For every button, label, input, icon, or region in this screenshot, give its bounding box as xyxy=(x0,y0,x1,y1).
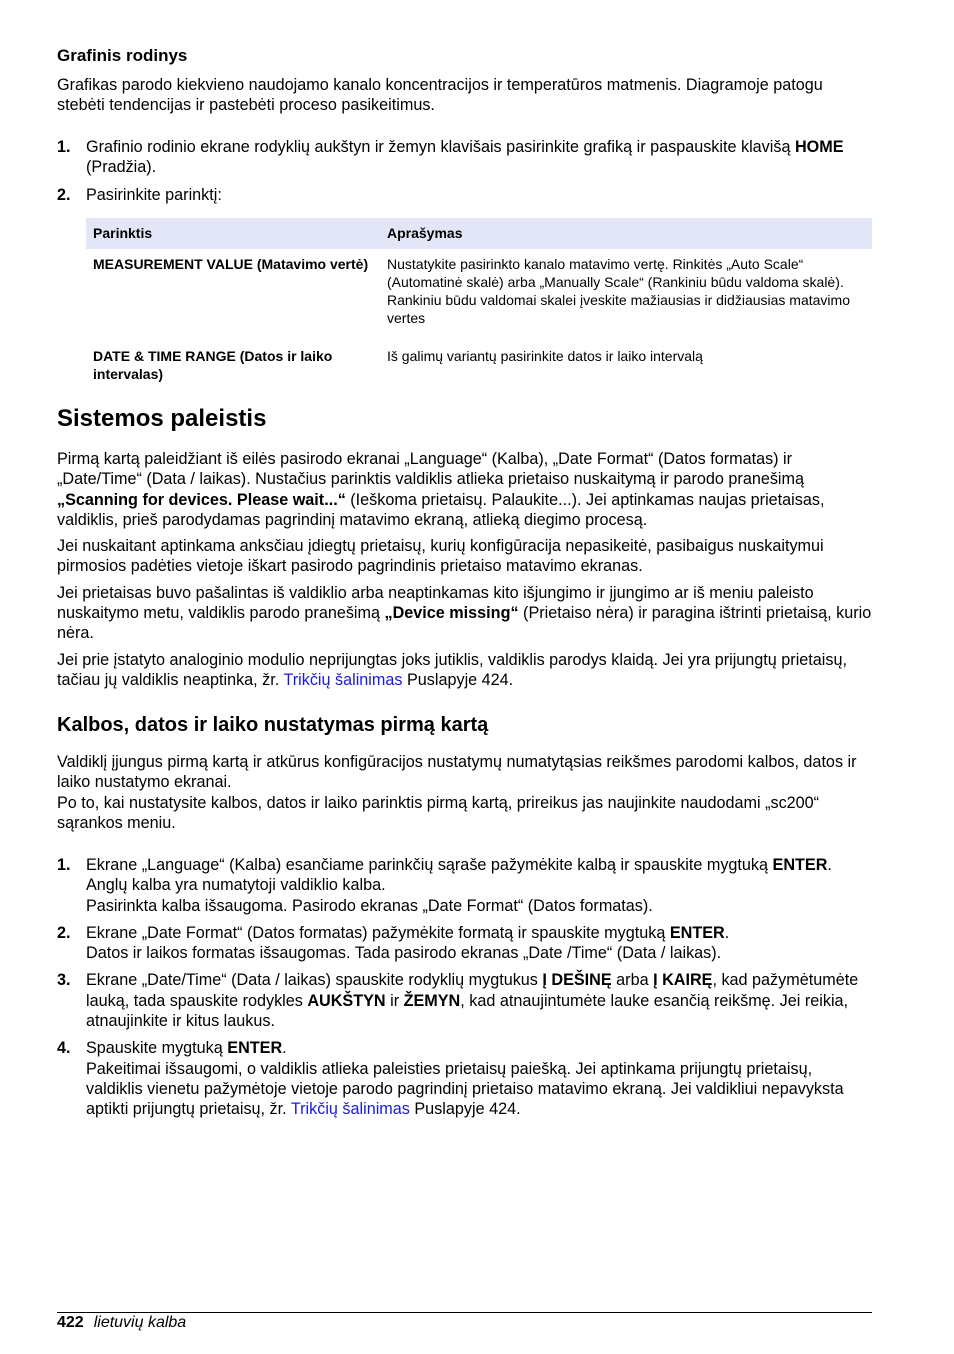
graph-step-2 xyxy=(57,185,872,205)
section-title-setup: Kalbos, datos ir laiko nustatymas pirmą kartą xyxy=(57,714,489,736)
step-text: ir xyxy=(385,991,404,1010)
scanning-message: „Scanning for devices. Please wait...“ xyxy=(57,490,346,509)
table-header-option: Parinktis xyxy=(86,218,380,249)
graph-intro-text: Grafikas parodo kiekvieno naudojamo kanalo koncentracijos ir temperatūros matmenis. Diagramoje patogu stebėti tendencijas ir pastebėti proceso pasikeitimus. xyxy=(57,76,823,115)
enter-key: ENTER xyxy=(772,856,828,874)
step-result: Pasirinkta kalba išsaugoma. Pasirodo ekranas „Date Format“ (Datos formatas). xyxy=(86,896,653,915)
setup-paragraph-1: Valdiklį įjungus pirmą kartą ir atkūrus konfigūracijos nustatymų numatytąsias reikšmes parodomi kalbos, datos ir laiko nustatymo ekranai. xyxy=(57,753,857,792)
startup-paragraph-1 xyxy=(57,449,872,530)
table-cell-option: MEASUREMENT VALUE (Matavimo vertė) xyxy=(93,256,369,272)
graph-steps xyxy=(57,137,872,205)
right-key: Į DEŠINĘ xyxy=(542,971,612,990)
step-text: arba xyxy=(611,971,654,990)
step-text: Grafinio rodinio ekrane rodyklių aukštyn ir žemyn klavišais pasirinkite grafiką ir paspauskite klavišą xyxy=(86,138,795,156)
table-cell-option: DATE & TIME RANGE (Datos ir laiko intervalas) xyxy=(93,348,333,382)
enter-key: ENTER xyxy=(669,923,725,942)
step-number: 1. xyxy=(57,138,71,156)
setup-steps xyxy=(57,855,872,1120)
step-text: . xyxy=(282,1039,287,1058)
down-key: ŽEMYN xyxy=(403,991,461,1010)
step-number: 2. xyxy=(57,185,71,204)
text-run: (Prietaiso nėra) ir paragina ištrinti prietaisą, kurio nėra. xyxy=(57,604,872,643)
step-number: 1. xyxy=(57,856,71,874)
text-run: (Ieškoma prietaisų. Palaukite...). Jei aptinkamas naujas prietaisas, valdiklis, prieš parodydamas pagrindinį matavimo ekraną, atlieką diegimo procesą. xyxy=(57,490,825,529)
step-text: Pasirinkite parinktį: xyxy=(86,185,222,204)
step-text: (Pradžia). xyxy=(86,158,157,177)
options-table xyxy=(86,218,872,397)
setup-intro xyxy=(57,752,872,833)
footer-language: lietuvių kalba xyxy=(93,1314,187,1331)
startup-paragraph-2: Jei nuskaitant aptinkama anksčiau įdiegtų prietaisų, kurių konfigūracija nepasikeitė, pasibaigus nuskaitymui pirmosios padėties vietoje iškart pasirodo pagrindinis prietaiso matavimo ekranas. xyxy=(57,537,824,576)
section-title-startup: Sistemos paleistis xyxy=(57,405,267,432)
enter-key: ENTER xyxy=(227,1039,283,1058)
step-text: . xyxy=(724,923,730,942)
setup-step-3 xyxy=(57,970,872,1031)
step-text: Ekrane „Date/Time“ (Data / laikas) spauskite rodyklių mygtukus xyxy=(86,971,543,990)
step-number: 2. xyxy=(57,923,71,942)
graph-intro xyxy=(57,75,872,116)
left-key: Į KAIRĘ xyxy=(653,971,713,990)
setup-step-1 xyxy=(57,855,872,916)
device-missing-message: „Device missing“ xyxy=(384,604,519,623)
step-text: Ekrane „Date Format“ (Datos formatas) pažymėkite formatą ir spauskite mygtuką xyxy=(86,923,670,942)
graph-step-1 xyxy=(57,137,872,178)
troubleshooting-link[interactable]: Trikčių šalinimas xyxy=(290,1100,410,1119)
page-number: 422 xyxy=(57,1314,84,1331)
page-footer xyxy=(57,1313,186,1333)
step-text: . Anglų kalba yra numatytoji valdiklio kalba. xyxy=(86,856,832,895)
setup-step-2 xyxy=(57,923,872,964)
startup-paragraph-4 xyxy=(57,650,872,691)
section-title-graph: Grafinis rodinys xyxy=(57,46,188,65)
step-number: 3. xyxy=(57,971,71,990)
text-run: Puslapyje 424. xyxy=(402,670,514,689)
table-header-row xyxy=(86,218,872,249)
table-cell-description: Iš galimų variantų pasirinkite datos ir laiko intervalą xyxy=(387,348,703,364)
step-text: Spauskite mygtuką xyxy=(86,1039,228,1058)
text-run: Pakeitimai išsaugomi, o valdiklis atlieka paleisties prietaisų paiešką. Jei aptinkama prijungtų prietaisų, valdiklis vienetu pažymėtoje vietoje parodo pagrindinį prietaiso matavimo ekraną. Jei valdikliui nepavyksta aptikti prijungtų prietaisų, žr. xyxy=(86,1059,844,1119)
step-text: Ekrane „Language“ (Kalba) esančiame parinkčių sąraše pažymėkite kalbą ir spauskite mygtuką xyxy=(86,856,773,874)
text-run: Pirmą kartą paleidžiant iš eilės pasirodo ekranai „Language“ (Kalba), „Date Format“ (Datos formatas) ir „Date/Time“ (Data / laikas). Nustačius parinktis valdiklis atlieka prietaiso nuskaitymą ir parodo pranešimą xyxy=(57,450,805,489)
troubleshooting-link[interactable]: Trikčių šalinimas xyxy=(283,670,403,689)
text-run: Jei prietaisas buvo pašalintas iš valdiklio arba neaptinkamas kito išjungimo ir įjungimo ar iš meniu paleisto nuskaitymo metu, valdiklis parodo pranešimą xyxy=(57,583,814,623)
up-key: AUKŠTYN xyxy=(307,991,386,1010)
home-key: HOME xyxy=(794,138,844,156)
startup-body xyxy=(57,449,872,690)
table-header-description: Aprašymas xyxy=(380,218,872,249)
step-number: 4. xyxy=(57,1039,71,1058)
step-result: Datos ir laikos formatas išsaugomas. Tada pasirodo ekranas „Date /Time“ (Data / laikas). xyxy=(86,944,722,963)
step-result xyxy=(86,1059,872,1120)
text-run: Puslapyje 424. xyxy=(409,1100,521,1119)
table-cell-description: Nustatykite pasirinkto kanalo matavimo vertę. Rinkitės „Auto Scale“ (Automatinė skalė) arba „Manually Scale“ (Rankiniu būdu valdoma skalė). Rankiniu būdu valdomai skalei įveskite mažiausias ir didžiausias matavimo vertes xyxy=(387,256,850,326)
text-run: Jei prie įstatyto analoginio modulio neprijungtas joks jutiklis, valdiklis parodys klaidą. Jei yra prijungtų prietaisų, tačiau jų valdiklis neaptinka, žr. xyxy=(57,650,847,689)
step-text: , kad atnaujintumėte lauke esančią reikšmę. Jei reikia, atnaujinkite ir kitus laukus. xyxy=(86,991,849,1031)
setup-step-4 xyxy=(57,1038,872,1119)
table-row xyxy=(86,249,872,341)
setup-paragraph-2: Po to, kai nustatysite kalbos, datos ir laiko parinktis pirmą kartą, prireikus jas naujinkite naudodami „sc200“ sąrankos meniu. xyxy=(57,793,820,832)
startup-paragraph-3 xyxy=(57,583,872,644)
step-text: , kad pažymėtumėte lauką, tada spauskite rodykles xyxy=(86,971,859,1010)
table-row xyxy=(86,341,872,397)
